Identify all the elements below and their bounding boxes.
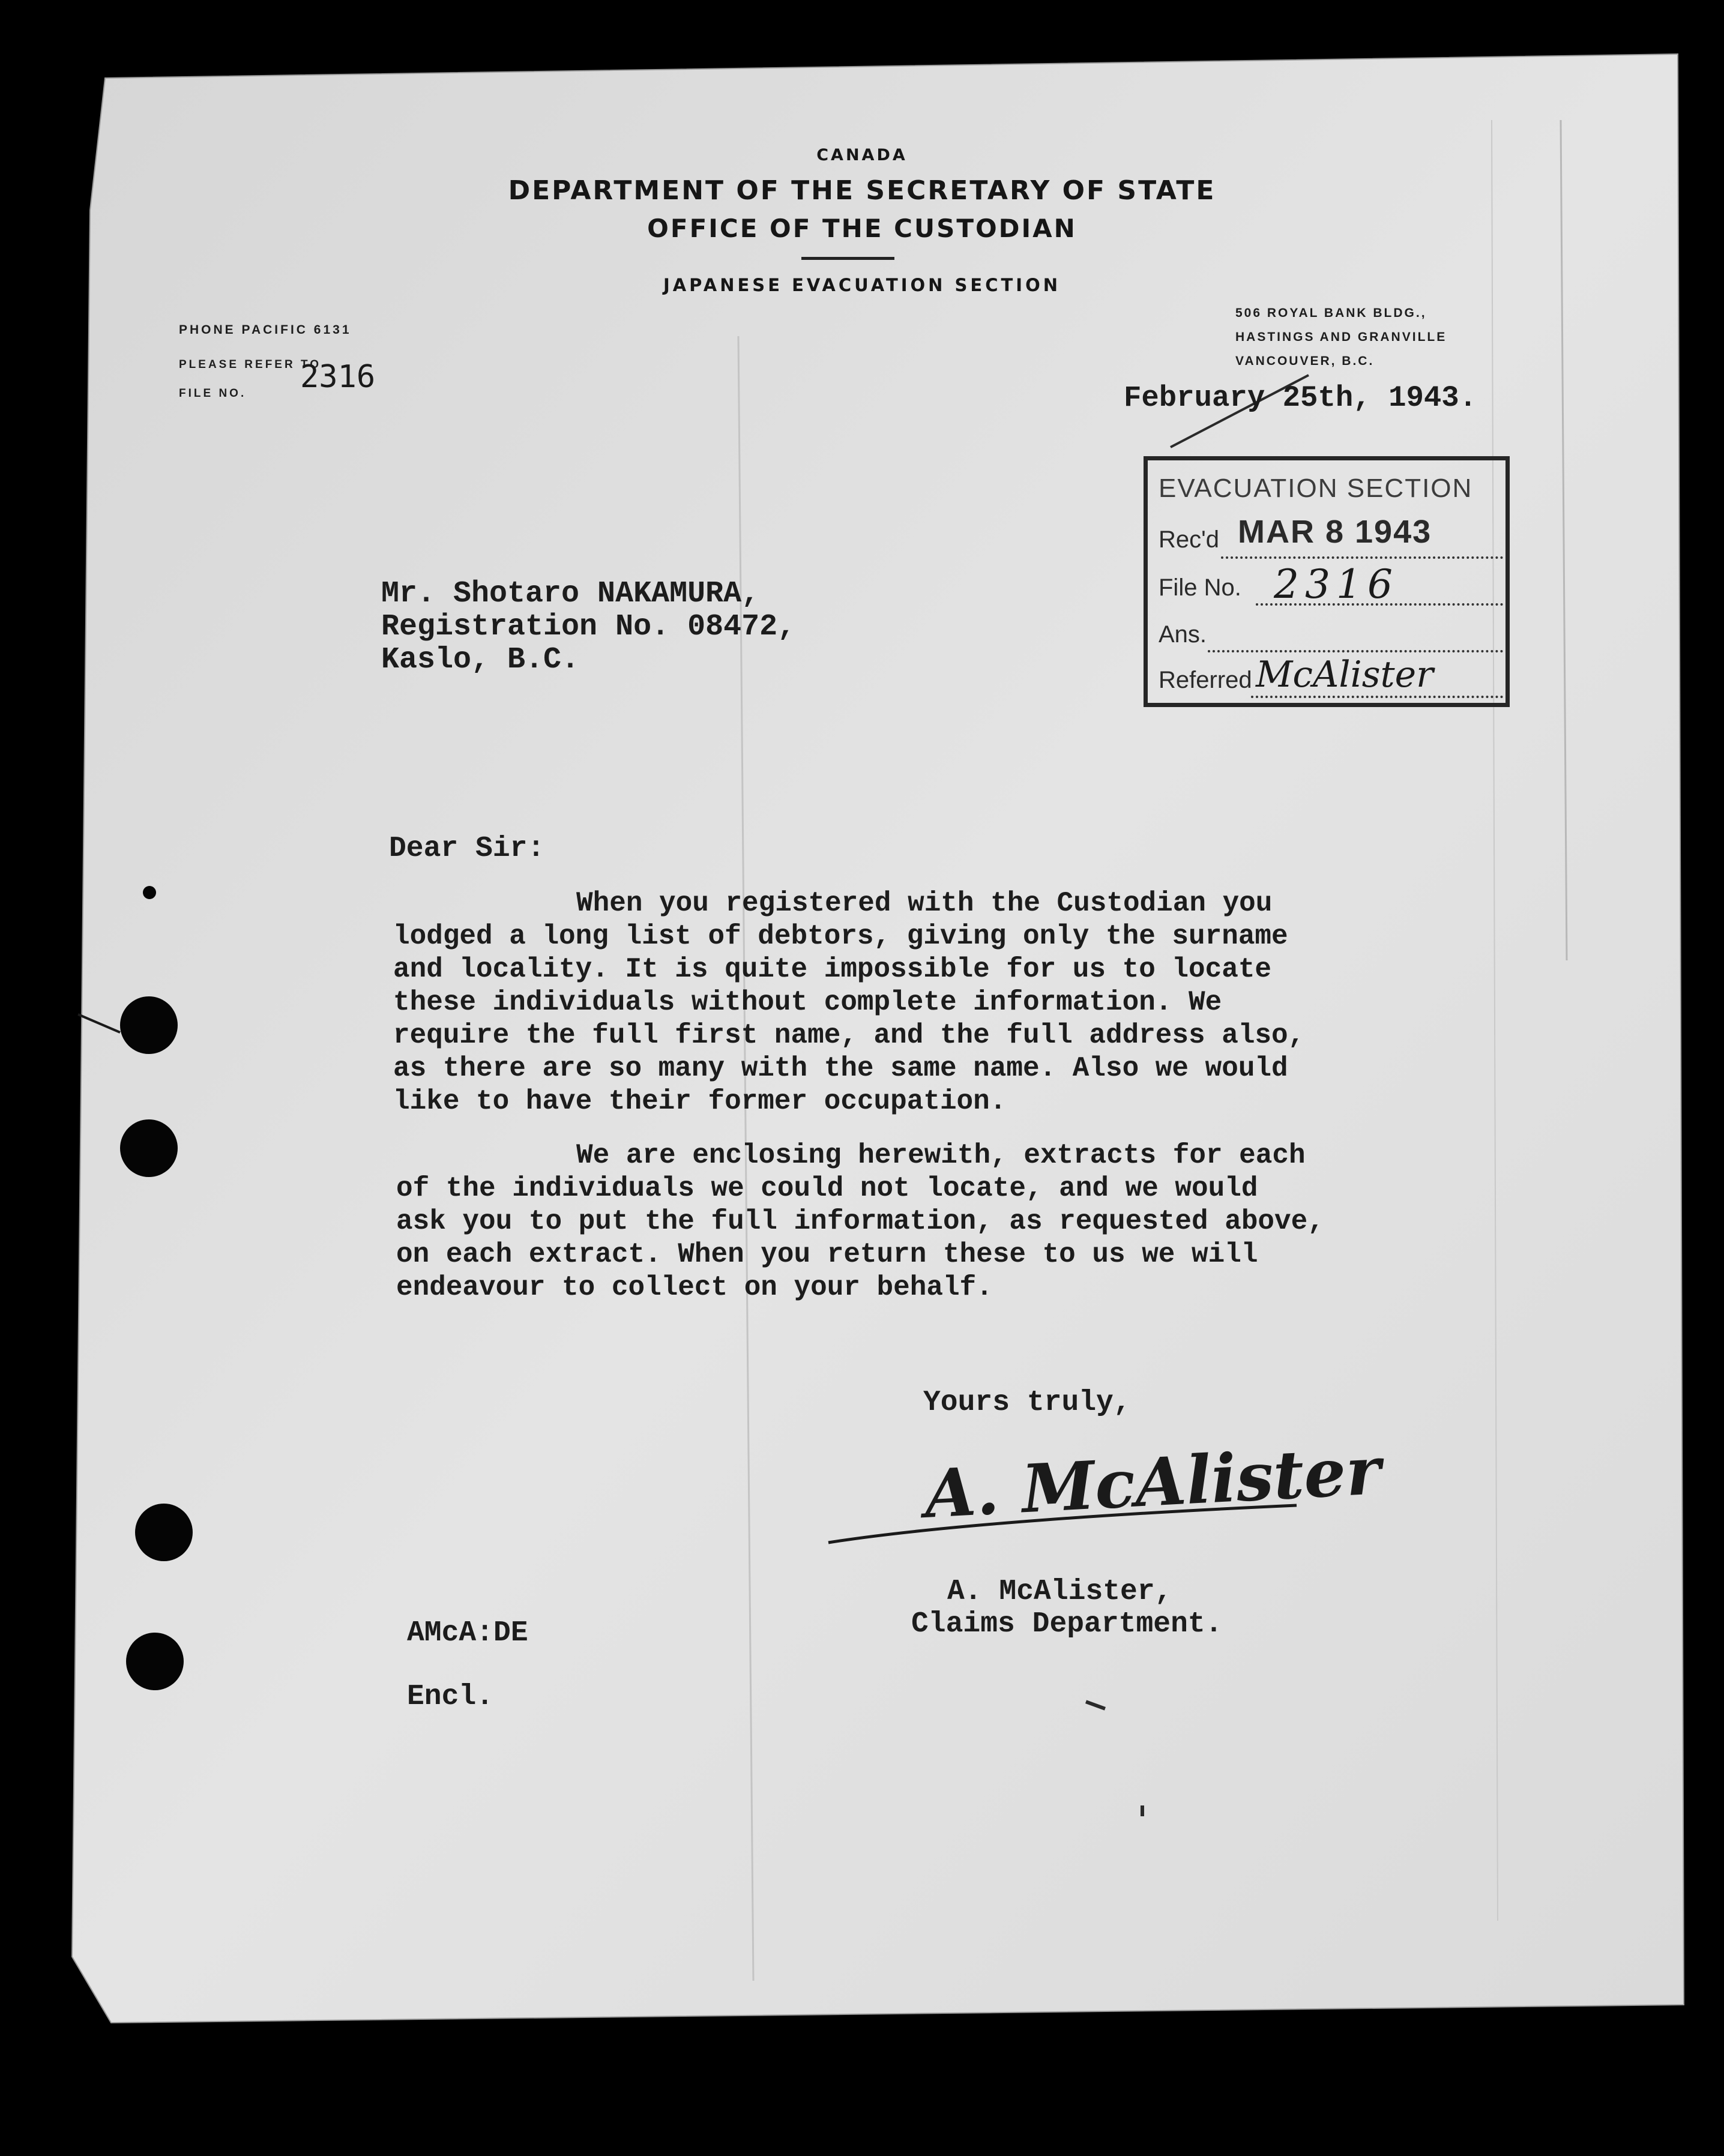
body-line: ask you to put the full information, as requested above, <box>396 1206 1324 1237</box>
letterhead-divider <box>801 257 894 260</box>
file-no-label: FILE NO. <box>179 387 247 400</box>
body-line: require the full first name, and the full address also, <box>393 1020 1305 1051</box>
stamp-recd-label: Rec'd <box>1159 526 1220 553</box>
stamp-file-label: File No. <box>1159 574 1241 601</box>
binder-hole <box>135 1504 193 1561</box>
recipient-name: Mr. Shotaro NAKAMURA, <box>381 577 760 611</box>
stamp-ans-label: Ans. <box>1159 621 1207 648</box>
body-line: of the individuals we could not locate, and we would <box>396 1173 1258 1204</box>
binder-hole <box>120 996 178 1054</box>
enclosure-note: Encl. <box>407 1681 494 1713</box>
letter-date: February 25th, 1943. <box>1124 381 1477 415</box>
stamp-file-value: 2316 <box>1274 561 1399 607</box>
recipient-registration: Registration No. 08472, <box>381 610 796 644</box>
closing: Yours truly, <box>923 1387 1131 1419</box>
letterhead-address-3: VANCOUVER, B.C. <box>1235 354 1375 368</box>
letterhead-country: CANADA <box>816 146 908 164</box>
letterhead-section: JAPANESE EVACUATION SECTION <box>663 275 1061 295</box>
refer-label: PLEASE REFER TO <box>179 358 322 371</box>
body-line: When you registered with the Custodian you <box>576 888 1273 919</box>
body-line: and locality. It is quite impossible for us to locate <box>393 954 1272 985</box>
signature: A. McAlister <box>923 1432 1383 1533</box>
received-stamp <box>1144 456 1510 707</box>
letterhead-office: OFFICE OF THE CUSTODIAN <box>647 214 1077 243</box>
stamp-file-line <box>1256 603 1503 606</box>
letterhead-address-1: 506 ROYAL BANK BLDG., <box>1235 306 1427 320</box>
stamp-recd-value: MAR 8 1943 <box>1238 514 1432 550</box>
body-line: endeavour to collect on your behalf. <box>396 1272 993 1303</box>
body-line: these individuals without complete information. We <box>393 987 1222 1018</box>
ink-mark <box>1141 1805 1144 1816</box>
stamp-referred-value: McAlister <box>1256 654 1433 696</box>
stamp-recd-line <box>1221 556 1503 559</box>
body-line: We are enclosing herewith, extracts for each <box>576 1140 1306 1171</box>
stamp-referred-label: Referred <box>1159 667 1252 693</box>
body-line: like to have their former occupation. <box>393 1086 1007 1117</box>
punch-dot <box>143 886 156 899</box>
salutation: Dear Sir: <box>389 833 545 865</box>
stamp-referred-line <box>1251 696 1503 698</box>
letterhead-phone: PHONE PACIFIC 6131 <box>179 323 352 337</box>
file-no-value: 2316 <box>300 359 376 395</box>
signature-underline <box>822 1501 1315 1555</box>
stamp-ans-line <box>1208 650 1503 652</box>
recipient-location: Kaslo, B.C. <box>381 643 580 677</box>
letterhead-department: DEPARTMENT OF THE SECRETARY OF STATE <box>508 175 1216 206</box>
binder-hole <box>120 1119 178 1177</box>
binder-hole <box>126 1633 184 1690</box>
body-line: as there are so many with the same name. Also we would <box>393 1053 1288 1084</box>
stamp-title: EVACUATION SECTION <box>1159 474 1473 503</box>
body-line: lodged a long list of debtors, giving only the surname <box>393 921 1288 952</box>
reference-initials: AMcA:DE <box>407 1617 528 1649</box>
signer-title: Claims Department. <box>911 1608 1223 1640</box>
signer-name: A. McAlister, <box>947 1576 1172 1608</box>
body-line: on each extract. When you return these to us we will <box>396 1239 1258 1270</box>
letterhead-address-2: HASTINGS AND GRANVILLE <box>1235 330 1447 344</box>
